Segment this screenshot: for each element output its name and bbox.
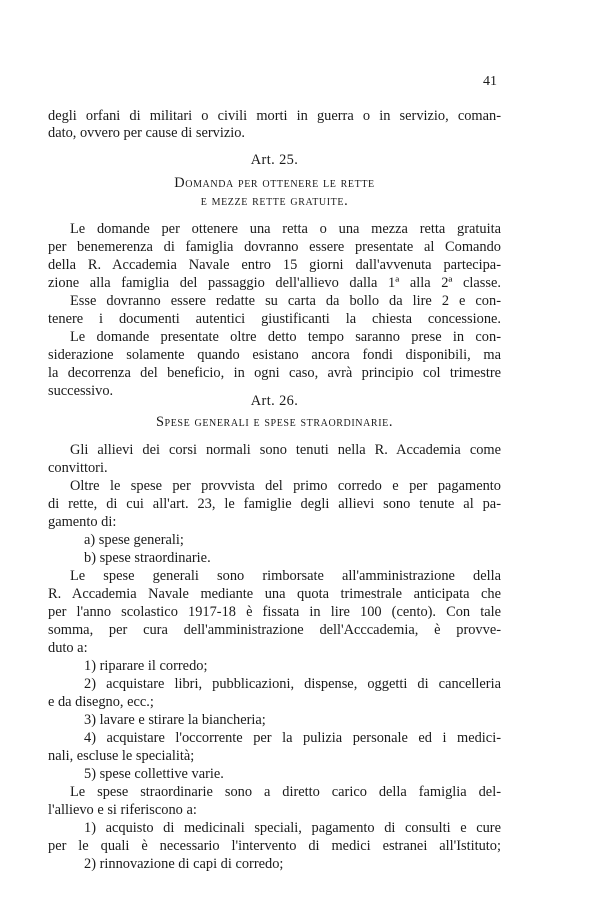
article-heading: Art. 25. — [250, 152, 299, 168]
article-title: Spese generali e spese straordinarie. — [155, 414, 394, 430]
article-title: e mezze rette gratuite. — [200, 193, 349, 209]
text-line: Le spese generali sono rimborsate all'amministrazione della — [70, 568, 501, 584]
text-line: di rette, di cui all'art. 23, le famiglie degli allievi sono tenute al pa- — [48, 496, 501, 512]
text-line: l'allievo e si riferiscono a: — [48, 802, 197, 818]
text-line: Esse dovranno essere redatte su carta da bollo da lire 2 e con- — [70, 293, 501, 309]
text-line: della R. Accademia Navale entro 15 giorni dall'avvenuta partecipa- — [48, 257, 501, 273]
list-item: 5) spese collettive varie. — [84, 766, 224, 782]
text-line: dato, ovvero per cause di servizio. — [48, 125, 245, 141]
text-line: Le domande presentate oltre detto tempo saranno prese in con- — [70, 329, 501, 345]
list-item: b) spese straordinarie. — [84, 550, 211, 566]
list-item: a) spese generali; — [84, 532, 184, 548]
text-line: per le quali è necessario l'intervento di medici estranei all'Istituto; — [48, 838, 501, 854]
list-item: 3) lavare e stirare la biancheria; — [84, 712, 266, 728]
text-line: successivo. — [48, 383, 114, 399]
list-item: 1) acquisto di medicinali speciali, pagamento di consulti e cure — [84, 820, 501, 836]
text-line: Le spese straordinarie sono a diretto carico della famiglia del- — [70, 784, 501, 800]
text-line: degli orfani di militari o civili morti in guerra o in servizio, coman- — [48, 108, 501, 124]
text-line: Oltre le spese per provvista del primo corredo e per pagamento — [70, 478, 501, 494]
text-line: Le domande per ottenere una retta o una mezza retta gratuita — [70, 221, 501, 237]
text-line: gamento di: — [48, 514, 117, 530]
list-item: 4) acquistare l'occorrente per la pulizia personale ed i medici- — [84, 730, 501, 746]
text-line: per l'anno scolastico 1917-18 è fissata in lire 100 (cento). Con tale — [48, 604, 501, 620]
list-item: 2) rinnovazione di capi di corredo; — [84, 856, 284, 872]
text-line: R. Accademia Navale mediante una quota trimestrale anticipata che — [48, 586, 501, 602]
text-line: Gli allievi dei corsi normali sono tenuti nella R. Accademia come — [70, 442, 501, 458]
article-heading: Art. 26. — [250, 393, 299, 409]
text-line: somma, per cura dell'amministrazione dell'Acccademia, è provve- — [48, 622, 501, 638]
article-title: Domanda per ottenere le rette — [174, 175, 375, 191]
text-line: zione alla famiglia del passaggio dell'allievo dalla 1ª alla 2ª classe. — [48, 275, 501, 291]
text-line: e da disegno, ecc.; — [48, 694, 154, 710]
text-line: duto a: — [48, 640, 88, 656]
text-line: siderazione solamente quando esistano ancora fondi disponibili, ma — [48, 347, 501, 363]
page-number: 41 — [483, 74, 497, 89]
text-line: per benemerenza di famiglia dovranno essere presentate al Comando — [48, 239, 501, 255]
text-line: tenere i documenti autentici giustificanti la chiesta concessione. — [48, 311, 501, 327]
text-line: la decorrenza del beneficio, in ogni caso, avrà principio col trimestre — [48, 365, 501, 381]
text-line: convittori. — [48, 460, 108, 476]
list-item: 2) acquistare libri, pubblicazioni, dispense, oggetti di cancelleria — [84, 676, 501, 692]
list-item: 1) riparare il corredo; — [84, 658, 208, 674]
text-line: nali, escluse le specialità; — [48, 748, 195, 764]
